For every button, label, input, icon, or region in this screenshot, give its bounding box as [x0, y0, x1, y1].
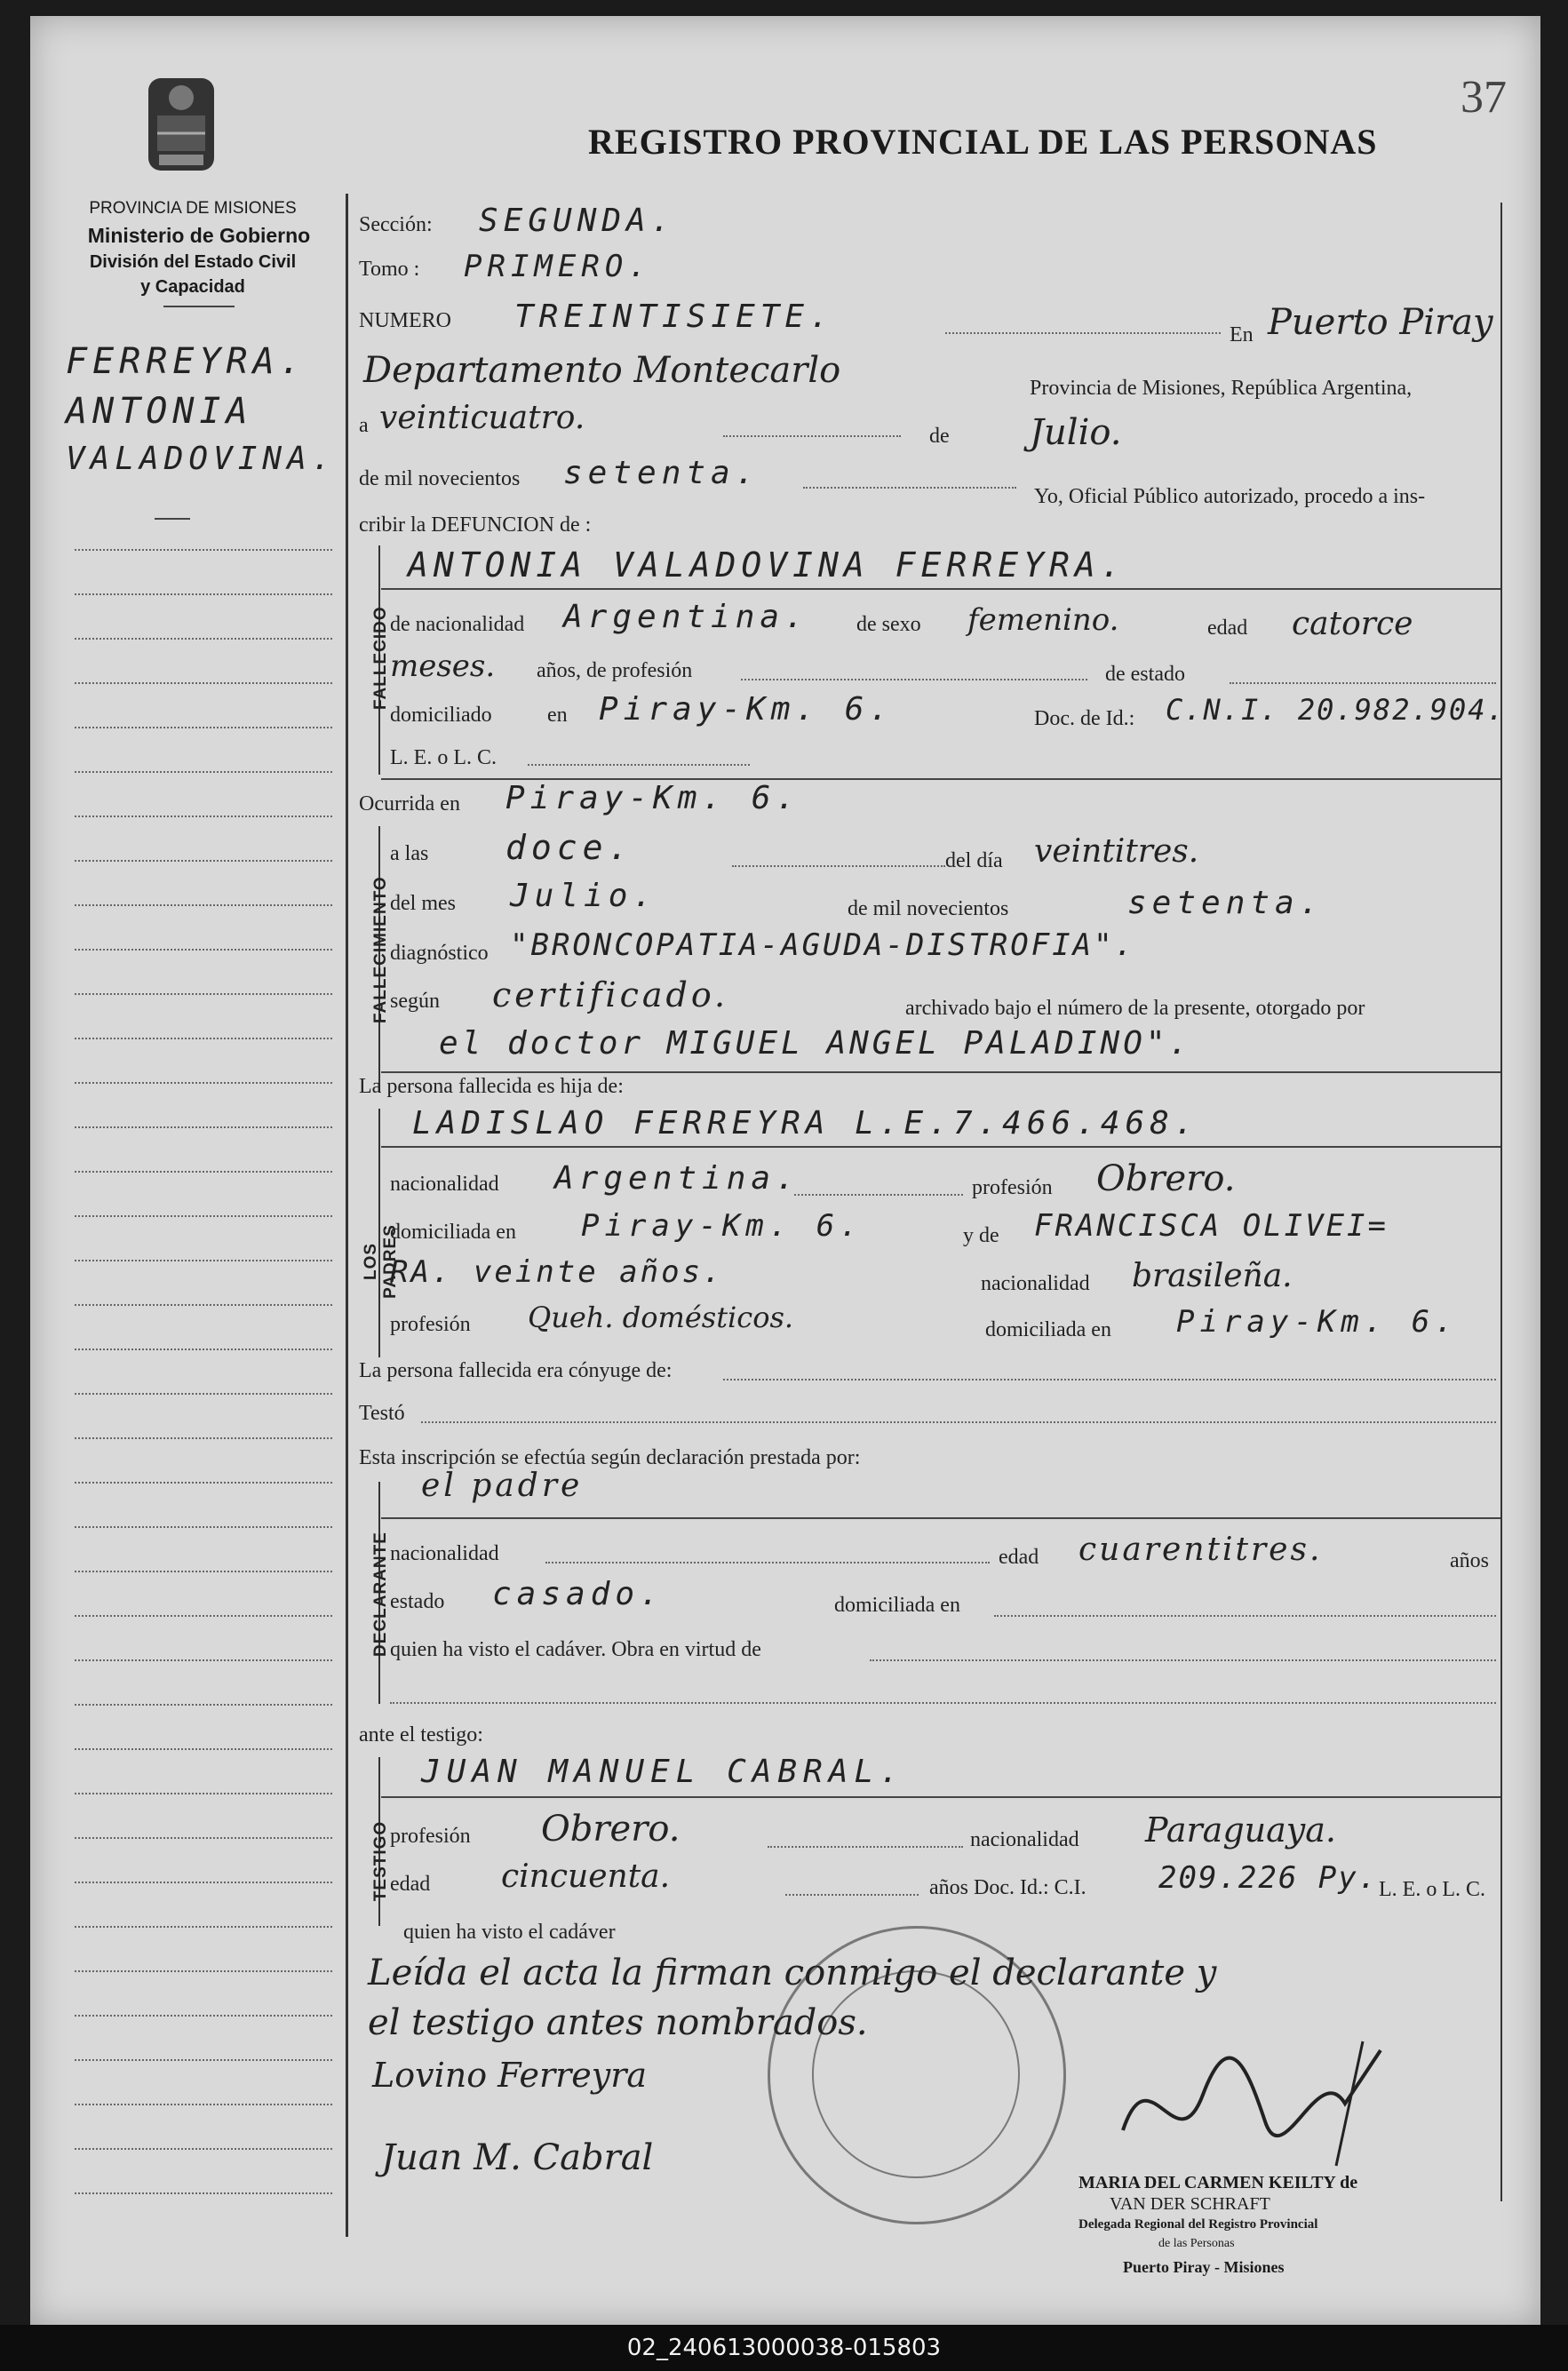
estado-label: de estado	[1105, 663, 1185, 686]
office-ministry: Ministerio de Gobierno	[87, 224, 311, 247]
doc-label: Doc. de Id.:	[1034, 707, 1135, 730]
declarante-edad-value: cuarentitres.	[1078, 1532, 1323, 1568]
en-label: En	[1230, 323, 1254, 346]
declarante-estado-label: estado	[390, 1590, 445, 1613]
departamento-value: Departamento Montecarlo	[363, 350, 841, 391]
testigo-edad-label: edad	[390, 1873, 431, 1896]
testigo-le-label: L. E. o L. C.	[1379, 1878, 1485, 1901]
madre-prof-label: profesión	[390, 1313, 471, 1336]
hora-label: a las	[390, 842, 429, 865]
oficial-sello-3: Delegada Regional del Registro Provincial	[1078, 2217, 1318, 2232]
office-capacidad: y Capacidad	[140, 277, 245, 297]
nacionalidad-value: Argentina.	[563, 599, 809, 635]
office-division: División del Estado Civil	[89, 252, 297, 272]
anios-profesion-label: años, de profesión	[537, 659, 693, 682]
mes-label: del mes	[390, 892, 456, 915]
seccion-label: Sección:	[359, 213, 433, 236]
page-number: 37	[1461, 72, 1507, 123]
oficial-sello-2: VAN DER SCHRAFT	[1110, 2194, 1270, 2214]
numero-value: TREINTISIETE.	[514, 298, 834, 335]
sexo-value: femenino.	[967, 602, 1119, 638]
declarante-anios-label: años	[1450, 1549, 1489, 1572]
edad-label: edad	[1207, 617, 1248, 640]
a-label: a	[359, 414, 369, 437]
madre-nac-label: nacionalidad	[981, 1272, 1090, 1295]
madre-prof-value: Queh. domésticos.	[528, 1301, 794, 1334]
numero-label: NUMERO	[359, 309, 452, 332]
hija-text: La persona fallecida es hija de:	[359, 1075, 624, 1098]
padre-prof-value: Obrero.	[1096, 1158, 1236, 1199]
declaracion-text: Esta inscripción se efectúa según declaración prestada por:	[359, 1446, 861, 1469]
diagnostico-value: "BRONCOPATIA-AGUDA-DISTROFIA".	[510, 927, 1136, 963]
declarante-side-label: DECLARANTE	[371, 1532, 390, 1657]
testo-text: Testó	[359, 1402, 405, 1425]
oficial-sello-1: MARIA DEL CARMEN KEILTY de	[1078, 2173, 1358, 2192]
domicilio-value: Piray-Km. 6.	[599, 691, 895, 728]
office-province: PROVINCIA DE MISIONES	[89, 199, 297, 218]
edad-value: catorce	[1292, 606, 1413, 642]
seccion-value: SEGUNDA.	[479, 203, 676, 239]
segun-label: según	[390, 990, 440, 1013]
anio-label: de mil novecientos	[359, 467, 521, 490]
testigo-edad-value: cincuenta.	[501, 1858, 671, 1895]
madre-dom-value: Piray-Km. 6.	[1176, 1304, 1459, 1340]
madre-dom-label: domiciliada en	[985, 1318, 1111, 1341]
cierre-linea-2: el testigo antes nombrados.	[368, 2002, 868, 2043]
cierre-linea-1: Leída el acta la firman conmigo el declarante y	[368, 1953, 1217, 1993]
provincia-text: Provincia de Misiones, República Argentina,	[1030, 377, 1413, 400]
cribir-text: cribir la DEFUNCION de :	[359, 513, 592, 537]
testigo-nac-label: nacionalidad	[970, 1828, 1079, 1851]
nacionalidad-label: de nacionalidad	[390, 613, 525, 636]
segun-value: certificado.	[492, 975, 729, 1014]
document-page	[30, 16, 1540, 2326]
ante-testigo-text: ante el testigo:	[359, 1723, 483, 1746]
ocurrida-value: Piray-Km. 6.	[505, 780, 801, 816]
mes-value: Julio.	[1030, 412, 1122, 453]
footer-file-id: 02_240613000038-015803	[0, 2325, 1568, 2371]
madre-nombre-1: FRANCISCA OLIVEI=	[1034, 1208, 1389, 1244]
margin-surname: FERREYRA.	[66, 341, 306, 382]
firma-testigo: Juan M. Cabral	[381, 2137, 654, 2178]
oficial-sello-4: de las Personas	[1158, 2237, 1235, 2250]
testigo-side-label: TESTIGO	[371, 1820, 390, 1902]
fallecido-side-label: FALLECIDO	[371, 606, 390, 710]
domicilio-en-label: en	[547, 704, 568, 727]
testigo-prof-label: profesión	[390, 1825, 471, 1848]
declarante-nombre: el padre	[421, 1468, 584, 1504]
le-label: L. E. o L. C.	[390, 746, 497, 769]
conyuge-text: La persona fallecida era cónyuge de:	[359, 1359, 673, 1382]
padre-prof-label: profesión	[972, 1176, 1053, 1199]
testigo-doc-label: años Doc. Id.: C.I.	[929, 1876, 1086, 1899]
anio-value: setenta.	[563, 455, 760, 491]
fallecimiento-anio-label: de mil novecientos	[848, 897, 1009, 920]
dia-value: veinticuatro.	[379, 400, 585, 436]
firma-declarante: Lovino Ferreyra	[372, 2056, 648, 2095]
dia-label: del día	[945, 849, 1003, 872]
medico-value: el doctor MIGUEL ANGEL PALADINO".	[439, 1025, 1192, 1062]
padre-dom-label: domiciliada en	[390, 1221, 516, 1244]
padre-nombre: LADISLAO FERREYRA L.E.7.466.468.	[412, 1105, 1199, 1142]
diagnostico-label: diagnóstico	[390, 942, 489, 965]
archivado-text: archivado bajo el número de la presente, otorgado por	[905, 997, 1365, 1020]
fallecido-nombre: ANTONIA VALADOVINA FERREYRA.	[408, 545, 1126, 585]
meses-value: meses.	[390, 648, 496, 684]
padres-side-label: LOS PADRES	[362, 1224, 400, 1299]
tomo-value: PRIMERO.	[464, 249, 652, 284]
madre-nombre-2: RA. veinte años.	[390, 1254, 724, 1290]
margin-name-1: ANTONIA	[66, 391, 253, 432]
declarante-estado-value: casado.	[492, 1576, 665, 1612]
madre-nac-value: brasileña.	[1132, 1258, 1293, 1294]
mes-value: Julio.	[510, 878, 658, 914]
fallecimiento-anio-value: setenta.	[1127, 885, 1325, 921]
padre-dom-value: Piray-Km. 6.	[581, 1208, 864, 1244]
sexo-label: de sexo	[856, 613, 921, 636]
testigo-cadaver-text: quien ha visto el cadáver	[403, 1921, 616, 1944]
domicilio-label: domiciliado	[390, 704, 492, 727]
padre-nac-value: Argentina.	[554, 1160, 800, 1197]
testigo-doc-value: 209.226 Py.	[1158, 1860, 1379, 1896]
oficial-signature-icon	[1114, 2033, 1398, 2175]
declarante-edad-label: edad	[999, 1546, 1039, 1569]
yde-label: y de	[963, 1224, 999, 1247]
de-label: de	[929, 425, 950, 448]
hora-value: doce.	[505, 828, 634, 867]
declarante-nac-label: nacionalidad	[390, 1542, 499, 1565]
oficial-sello-5: Puerto Piray - Misiones	[1123, 2258, 1285, 2276]
dia-fallecimiento: veintitres.	[1034, 833, 1199, 870]
document-title: REGISTRO PROVINCIAL DE LAS PERSONAS	[588, 122, 1378, 162]
fallecimiento-side-label: FALLECIMIENTO	[371, 876, 390, 1023]
padre-nac-label: nacionalidad	[390, 1173, 499, 1196]
ocurrida-label: Ocurrida en	[359, 792, 460, 816]
testigo-prof-value: Obrero.	[541, 1809, 681, 1850]
margin-name-2: VALADOVINA.	[66, 441, 337, 477]
testigo-nombre: JUAN MANUEL CABRAL.	[421, 1754, 905, 1790]
testigo-nac-value: Paraguaya.	[1145, 1810, 1336, 1850]
declarante-dom-label: domiciliada en	[834, 1594, 960, 1617]
en-value: Puerto Piray	[1268, 302, 1493, 343]
declarante-cadaver-text: quien ha visto el cadáver. Obra en virtud de	[390, 1638, 761, 1661]
doc-value: C.N.I. 20.982.904.	[1166, 693, 1506, 727]
coat-of-arms-icon	[141, 78, 221, 176]
tomo-label: Tomo :	[359, 258, 420, 281]
oficial-text: Yo, Oficial Público autorizado, procedo a ins-	[1034, 485, 1426, 508]
